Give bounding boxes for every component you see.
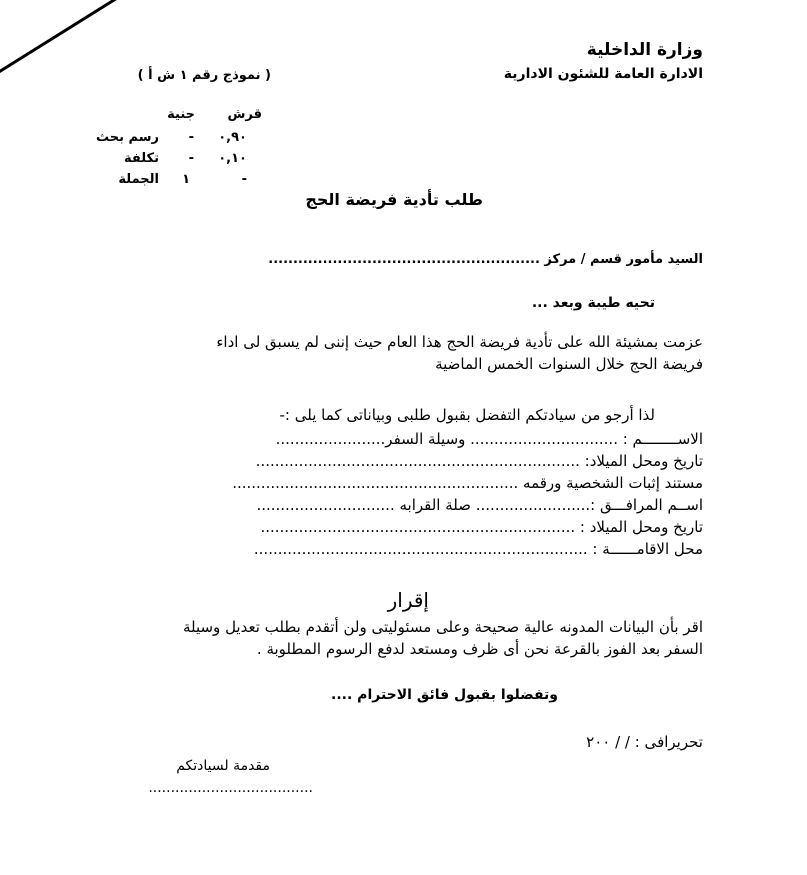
- fee-header-pound: جنية: [167, 107, 195, 122]
- field-name-travel: الاســــــــم : ............................... وسيلة السفر.......................: [275, 430, 703, 448]
- fee-piaster-cost: ٠,١٠: [218, 151, 247, 166]
- field-birth-applicant: تاريخ ومحل الميلاد: ....................................................................: [255, 452, 703, 470]
- fee-pound-cost: -: [188, 151, 194, 166]
- fee-label-cost: تكلفة: [124, 151, 159, 166]
- date-line: تحريرافى : / / ٢٠٠: [586, 733, 703, 751]
- fee-pound-search: -: [188, 130, 194, 145]
- field-birth-companion: تاريخ ومحل الميلاد : ..................................................................: [260, 518, 703, 536]
- diagonal-corner-line: [0, 0, 221, 79]
- declaration-line-1: اقر بأن البيانات المدونه عالية صحيحة وعلى مسئوليتى ولن أتقدم بطلب تعديل وسيلة: [182, 618, 703, 636]
- field-companion-relation: اســم المرافـــق :........................ صلة القرابه .............................: [256, 496, 703, 514]
- department-name: الادارة العامة للشئون الادارية: [503, 66, 703, 82]
- field-residence: محل الاقامــــــة : ......................................................................: [253, 540, 703, 558]
- ministry-name: وزارة الداخلية: [586, 40, 703, 60]
- fee-piaster-search: ٠,٩٠: [218, 130, 247, 145]
- declaration-line-2: السفر بعد الفوز بالقرعة نحن أى ظرف ومستعد لدفع الرسوم المطلوبة .: [256, 640, 703, 658]
- addressee-line: السيد مأمور قسم / مركز .......................................................: [268, 252, 703, 267]
- closing-line: وتفضلوا بقبول فائق الاحترام ....: [331, 687, 558, 703]
- form-number: ( نموذج رقم ١ ش أ ): [137, 68, 271, 83]
- declaration-heading: إقرار: [387, 588, 429, 612]
- intro-line-2: فريضة الحج خلال السنوات الخمس الماضية: [435, 355, 703, 373]
- request-line: لذا أرجو من سيادتكم التفضل بقبول طلبى وبياناتى كما يلى :-: [279, 406, 655, 424]
- fee-label-search: رسم بحث: [95, 130, 159, 145]
- fee-label-total: الجملة: [118, 172, 159, 187]
- page-title: طلب تأدية فريضة الحج: [305, 190, 483, 209]
- fee-header-piaster: قرش: [227, 107, 262, 122]
- greeting: تحيه طيبة وبعد ...: [531, 295, 655, 311]
- fee-piaster-total: -: [241, 172, 247, 187]
- fee-pound-total: ١: [182, 172, 190, 187]
- signature-line: .....................................: [148, 780, 313, 796]
- signature-label: مقدمة لسيادتكم: [176, 758, 270, 774]
- field-id-document: مستند إثبات الشخصية ورقمه ............................................................: [232, 474, 703, 492]
- intro-line-1: عزمت بمشيئة الله على تأدية فريضة الحج هذا العام حيث إننى لم يسبق لى اداء: [216, 333, 703, 351]
